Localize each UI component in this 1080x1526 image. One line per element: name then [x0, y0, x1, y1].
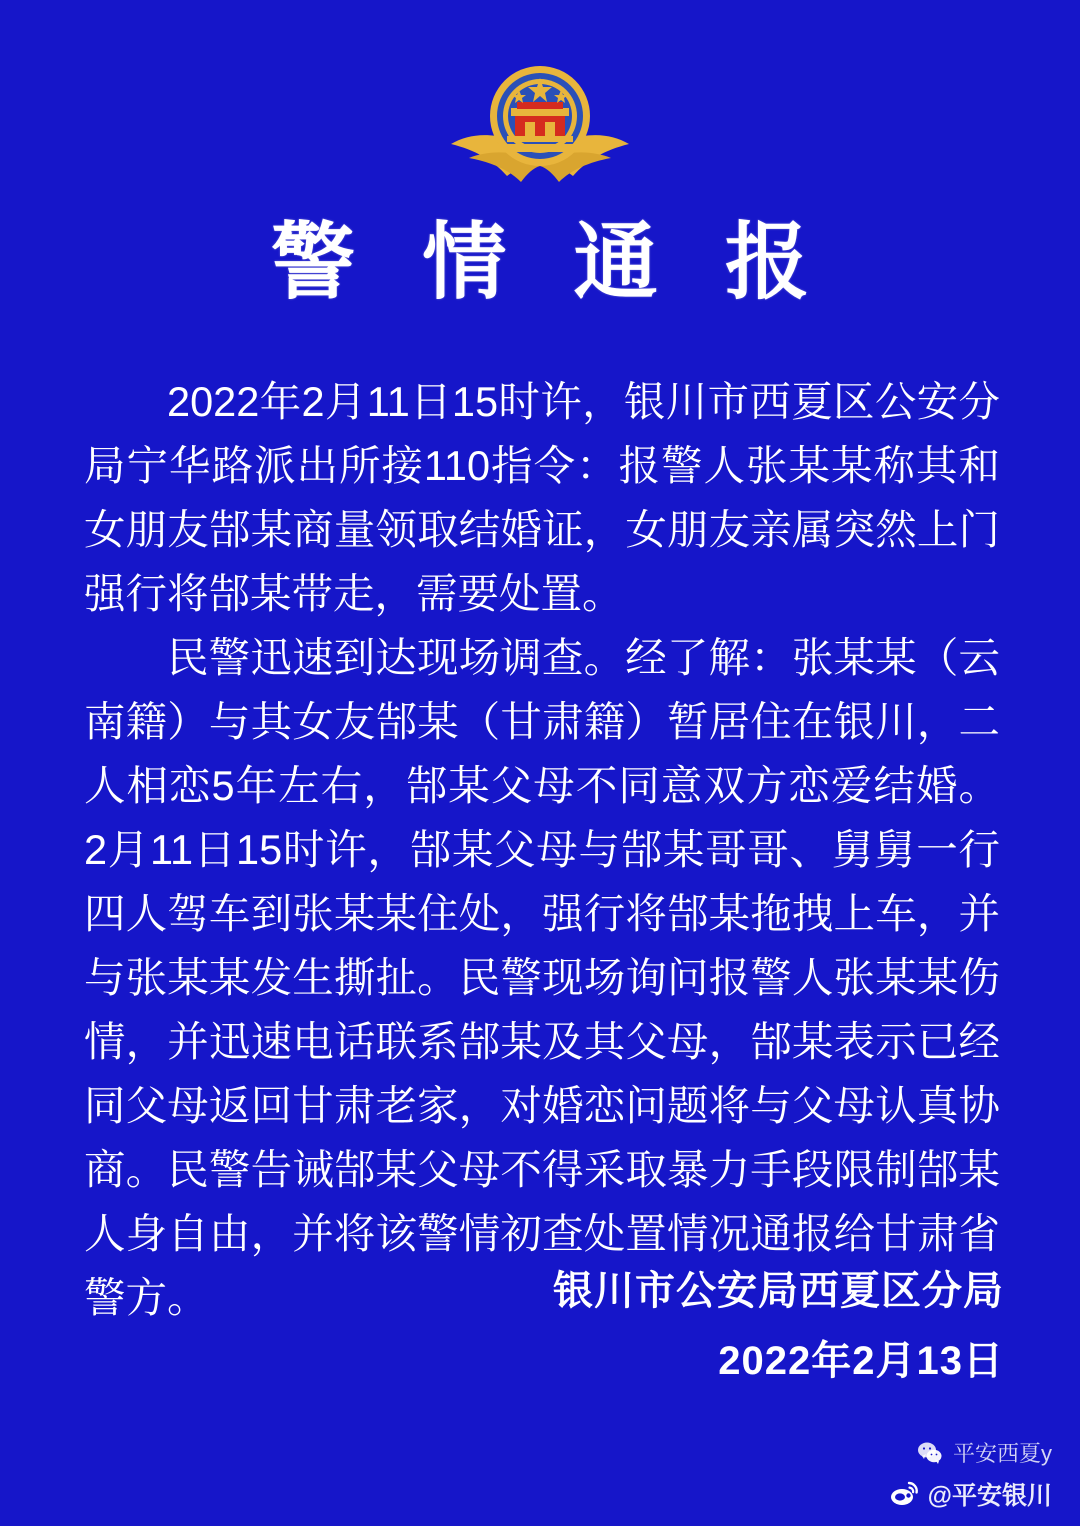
weibo-icon: [889, 1479, 919, 1509]
emblem-container: [0, 58, 1080, 198]
notice-body: [84, 370, 1000, 1330]
notice-paragraph-2: 民警迅速到达现场调查。经了解：张某某（云南籍）与其女友郜某（甘肃籍）暂居住在银川，二人相恋5年左右，郜某父母不同意双方恋爱结婚。2月11日15时许，郜某父母与郜某哥哥、舅舅一行四人驾车到张某某住处，强行将郜某拖拽上车，并与张某某发生撕扯。民警现场询问报警人张某某伤情，并迅速电话联系郜某及其父母，郜某表示已经同父母返回甘肃老家，对婚恋问题将与父母认真协商。民警告诫郜某父母不得采取暴力手段限制郜某人身自由，并将该警情初查处置情况通报给甘肃省警方。: [84, 634, 1000, 1321]
notice-paragraph-1: 2022年2月11日15时许，银川市西夏区公安分局宁华路派出所接110指令：报警人张某某称其和女朋友郜某商量领取结婚证，女朋友亲属突然上门强行将郜某带走，需要处置。: [84, 378, 1000, 617]
issue-date: 2022年2月13日: [718, 1339, 1004, 1383]
wechat-watermark: [917, 1437, 1052, 1468]
police-badge-emblem: [445, 58, 635, 198]
weibo-account-name: @平安银川: [927, 1482, 1052, 1510]
signature-block: [553, 1256, 1004, 1396]
wechat-icon: [917, 1440, 943, 1466]
weibo-watermark: [889, 1476, 1052, 1512]
page-title: 警 情 通 报: [270, 215, 831, 309]
issuing-organization: 银川市公安局西夏区分局: [553, 1269, 1004, 1313]
wechat-account-name: 平安西夏y: [952, 1441, 1052, 1466]
